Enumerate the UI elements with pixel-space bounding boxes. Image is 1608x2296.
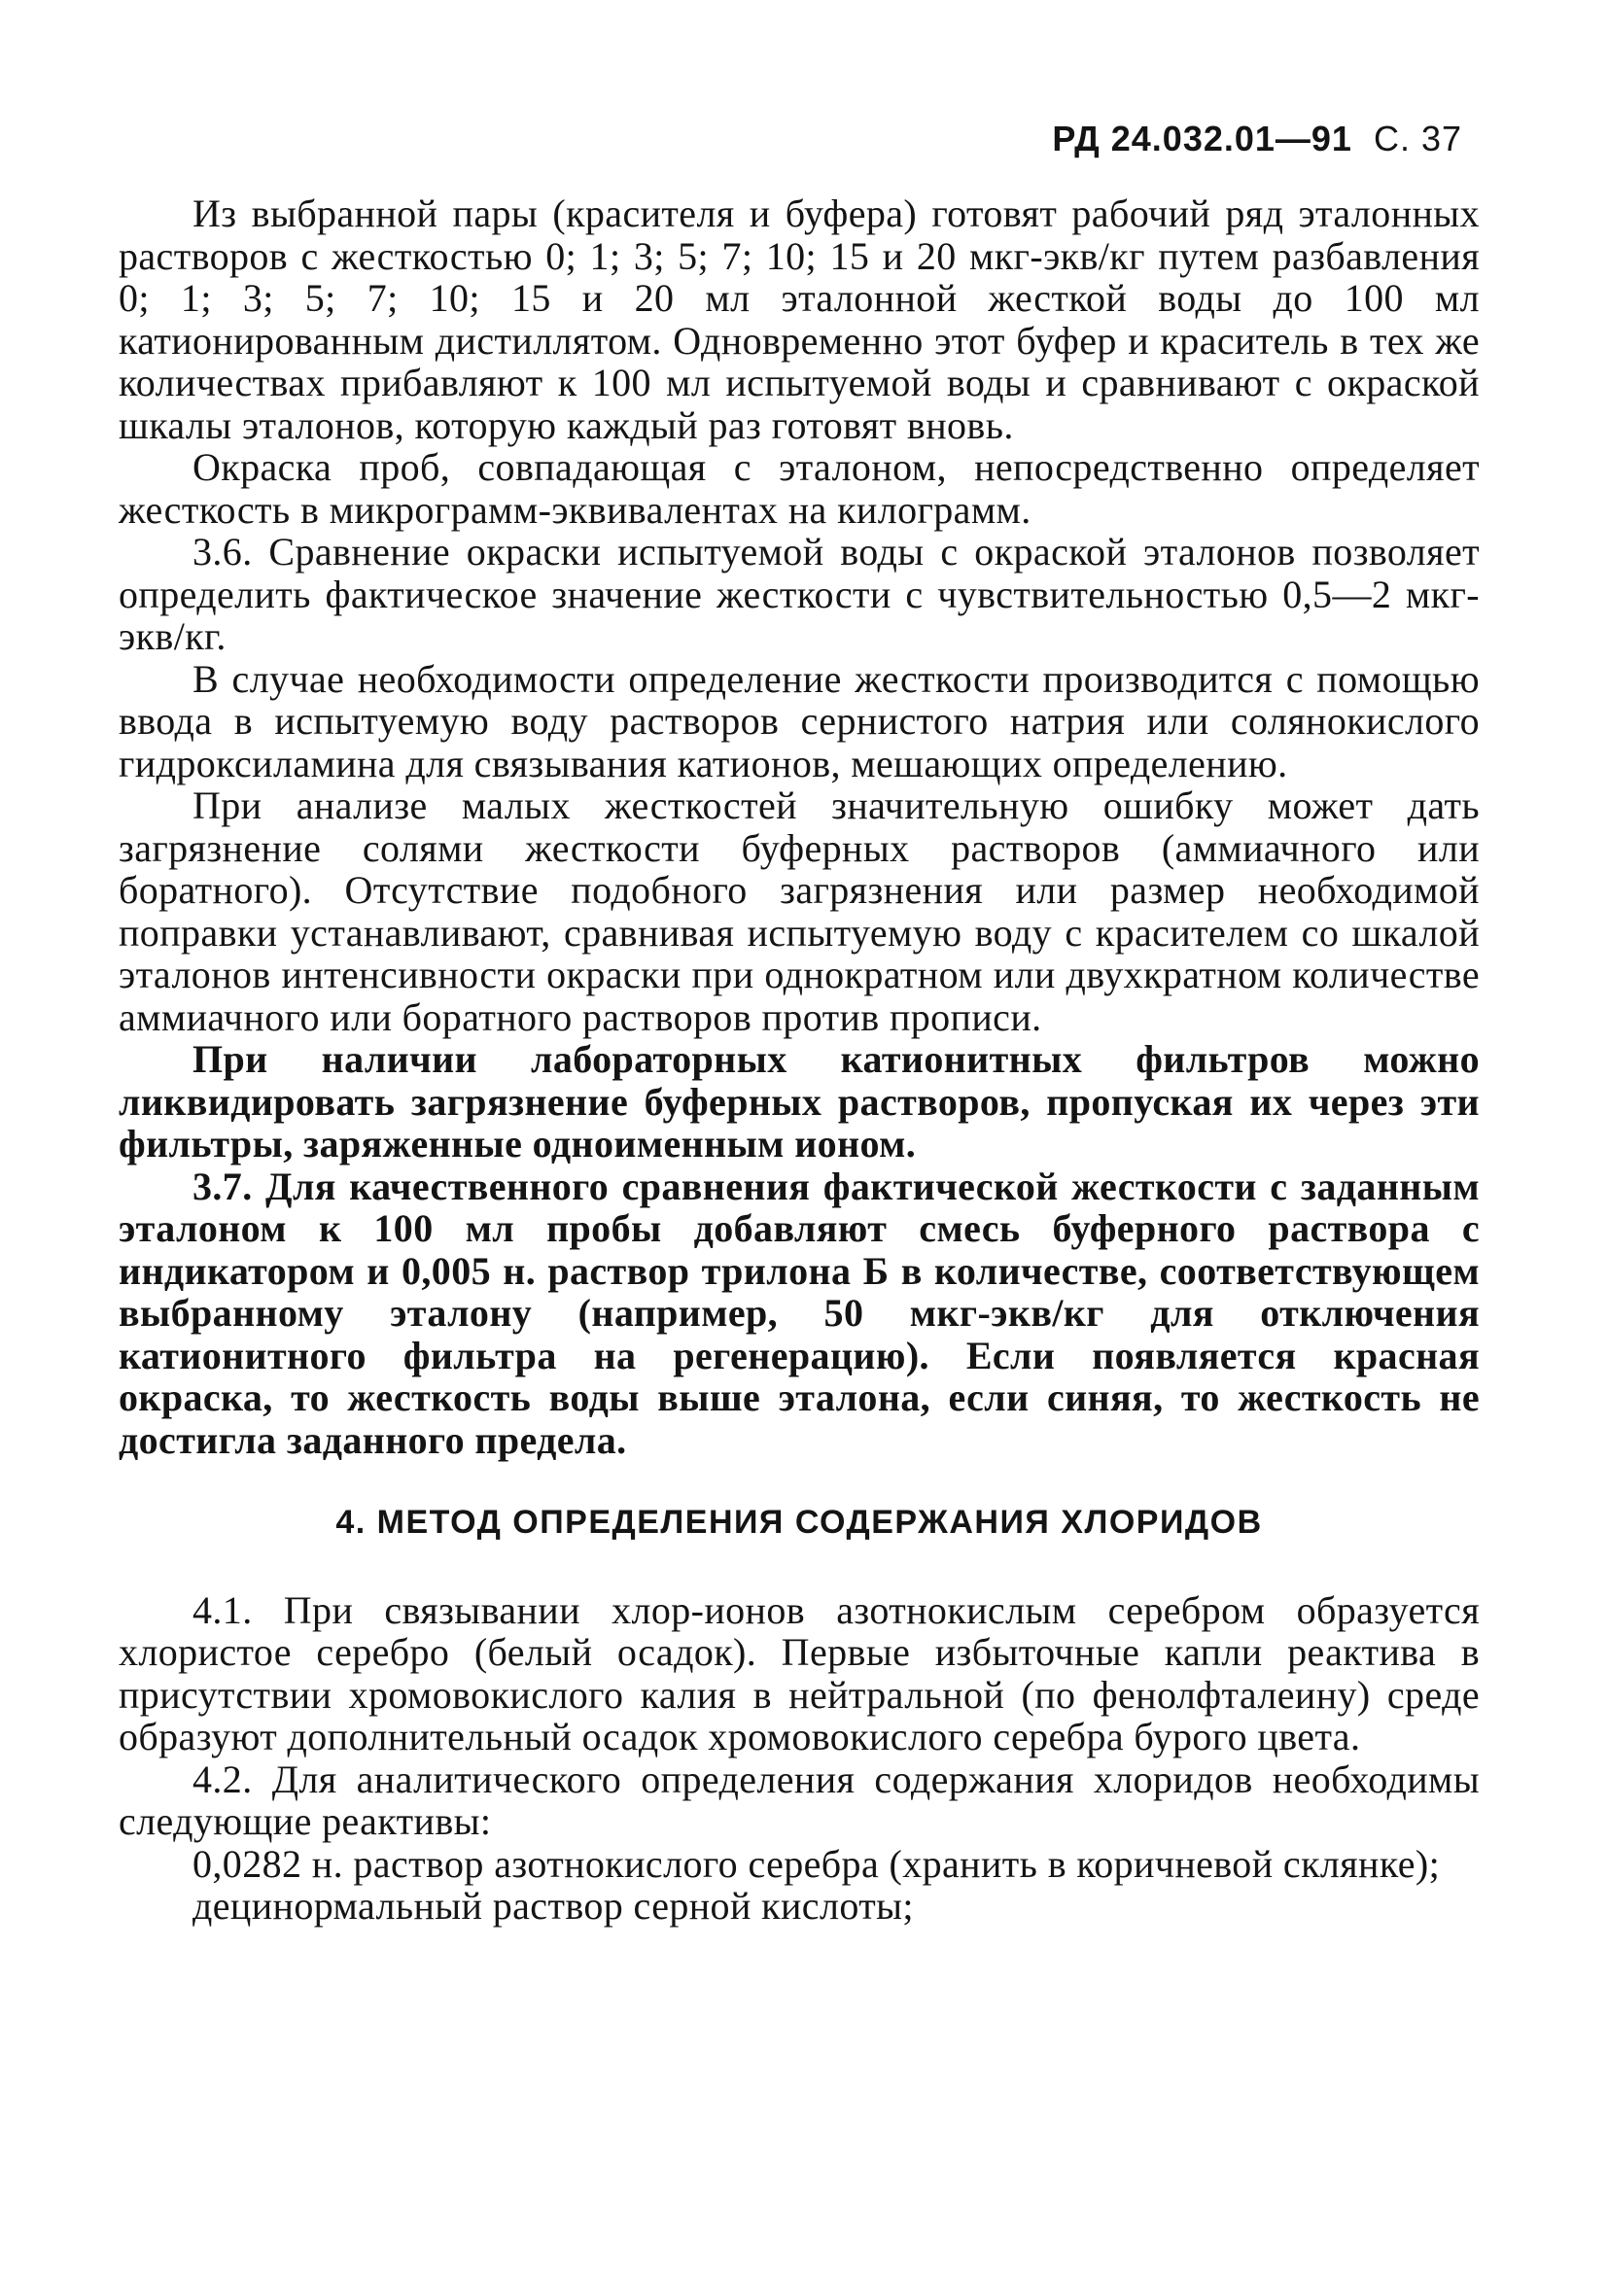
paragraph-3-6: 3.6. Сравнение окраски испытуемой воды с окраской эталонов позволяет определить фактическое значение жесткости с чувствительностью 0,5—2 мкг-экв/кг. bbox=[119, 530, 1480, 658]
paragraph-interfering-cations: В случае необходимости определение жесткости производится с помощью ввода в испытуемую воду растворов сернистого натрия или солянокислого гидроксиламина для связывания катионов, мешающих определению. bbox=[119, 656, 1480, 785]
paragraph-4-2: 4.2. Для аналитического определения содержания хлоридов необходимы следующие реактивы: bbox=[119, 1757, 1480, 1843]
paragraph-working-series: Из выбранной пары (красителя и буфера) готовят рабочий ряд эталонных растворов с жесткостью 0; 1; 3; 5; 7; 10; 15 и 20 мкг-экв/кг путем разбавления 0; 1; 3; 5; 7; 10; 15 и 20 мл эталонной жесткой воды до 100 мл катионированным дистиллятом. Одновременно этот буфер и краситель в тех же количествах прибавляют к 100 мл испытуемой воды и сравнивают с окраской шкалы эталонов, которую каждый раз готовят вновь. bbox=[119, 191, 1480, 447]
paragraph-4-1: 4.1. При связывании хлор-ионов азотнокислым серебром образуется хлористое серебро (белый осадок). Первые избыточные капли реактива в присутствии хромовокислого калия в нейтральной (по фенолфталеину) среде образуют дополнительный осадок хромовокислого серебра бурого цвета. bbox=[119, 1587, 1480, 1758]
running-header bbox=[1052, 119, 1462, 159]
paragraph-silver-nitrate: 0,0282 н. раствор азотнокислого серебра (хранить в коричневой склянке); bbox=[192, 1841, 1441, 1886]
paragraph-cation-filters: При наличии лабораторных катионитных фильтров можно ликвидировать загрязнение буферных растворов, пропуская их через эти фильтры, заряженные одноименным ионом. bbox=[119, 1037, 1480, 1165]
section-heading-chlorides: 4. МЕТОД ОПРЕДЕЛЕНИЯ СОДЕРЖАНИЯ ХЛОРИДОВ bbox=[335, 1504, 1263, 1541]
document-code: РД 24.032.01—91 bbox=[1052, 119, 1352, 158]
paragraph-buffer-contamination: При анализе малых жесткостей значительную ошибку может дать загрязнение солями жесткости буферных растворов (аммиачного или боратного). Отсутствие подобного загрязнения или размер необходимой поправки устанавливают, сравнивая испытуемую воду с красителем со шкалой эталонов интенсивности окраски при однократном или двухкратном количестве аммиачного или боратного растворов против прописи. bbox=[119, 783, 1480, 1039]
paragraph-sample-color: Окраска проб, совпадающая с эталоном, непосредственно определяет жесткость в микрограмм-эквивалентах на килограмм. bbox=[119, 445, 1480, 532]
page-number: С. 37 bbox=[1373, 119, 1462, 158]
body-text bbox=[119, 192, 1480, 1928]
paragraph-3-7: 3.7. Для качественного сравнения фактической жесткости с заданным эталоном к 100 мл пробы добавляют смесь буферного раствора с индикатором и 0,005 н. раствор трилона Б в количестве, соответствующем выбранному эталону (например, 50 мкг-экв/кг для отключения катионитного фильтра на регенерацию). Если появляется красная окраска, то жесткость воды выше эталона, если синяя, то жесткость не достигла заданного предела. bbox=[119, 1164, 1480, 1462]
paragraph-sulfuric-acid: децинормальный раствор серной кислоты; bbox=[192, 1884, 914, 1928]
